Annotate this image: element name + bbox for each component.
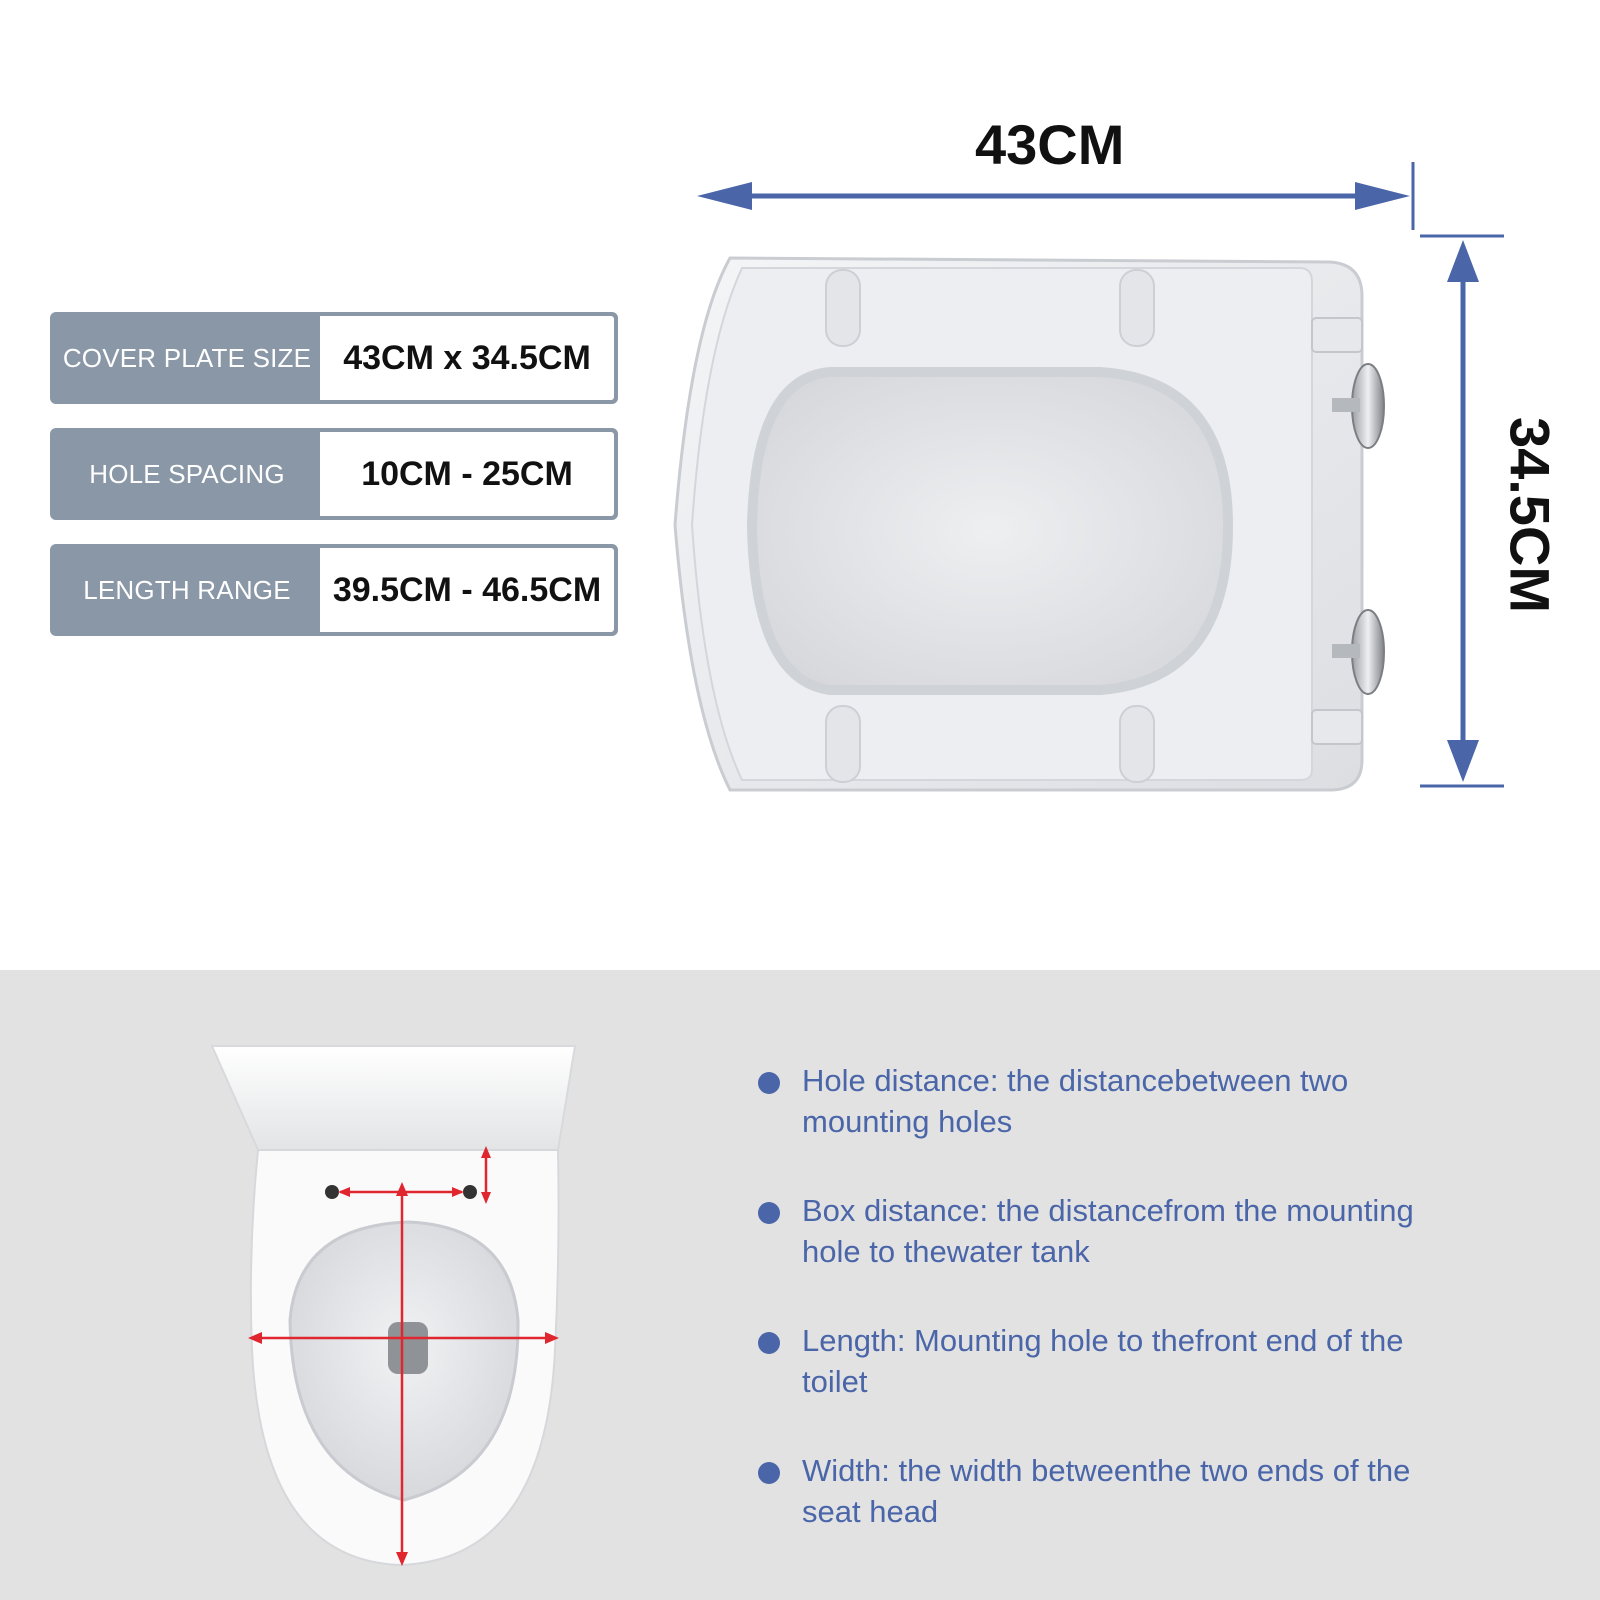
bullet-hole-distance xyxy=(758,1060,1418,1142)
bullet-box-distance xyxy=(758,1190,1418,1272)
bullet-text: Width: the width betweenthe two ends of the seat head xyxy=(802,1453,1411,1529)
bullet-length xyxy=(758,1320,1418,1402)
width-dimension-label: 43CM xyxy=(975,113,1125,176)
bullet-dot-icon xyxy=(758,1202,780,1224)
bullet-dot-icon xyxy=(758,1332,780,1354)
spec-value: 39.5CM - 46.5CM xyxy=(320,548,614,632)
spec-value: 10CM - 25CM xyxy=(320,432,614,516)
bullet-width xyxy=(758,1450,1418,1532)
bullet-text: Length: Mounting hole to thefront end of the toilet xyxy=(802,1323,1404,1399)
spec-label: LENGTH RANGE xyxy=(83,574,291,605)
spec-label: HOLE SPACING xyxy=(89,458,285,489)
bullet-text: Box distance: the distancefrom the mounting hole to thewater tank xyxy=(802,1193,1414,1269)
bullet-dot-icon xyxy=(758,1072,780,1094)
height-dimension-label: 34.5CM xyxy=(1498,416,1562,614)
spec-label: COVER PLATE SIZE xyxy=(62,342,312,373)
spec-value: 43CM x 34.5CM xyxy=(320,316,614,400)
bullet-dot-icon xyxy=(758,1462,780,1484)
bullet-text: Hole distance: the distancebetween two mounting holes xyxy=(802,1063,1349,1139)
